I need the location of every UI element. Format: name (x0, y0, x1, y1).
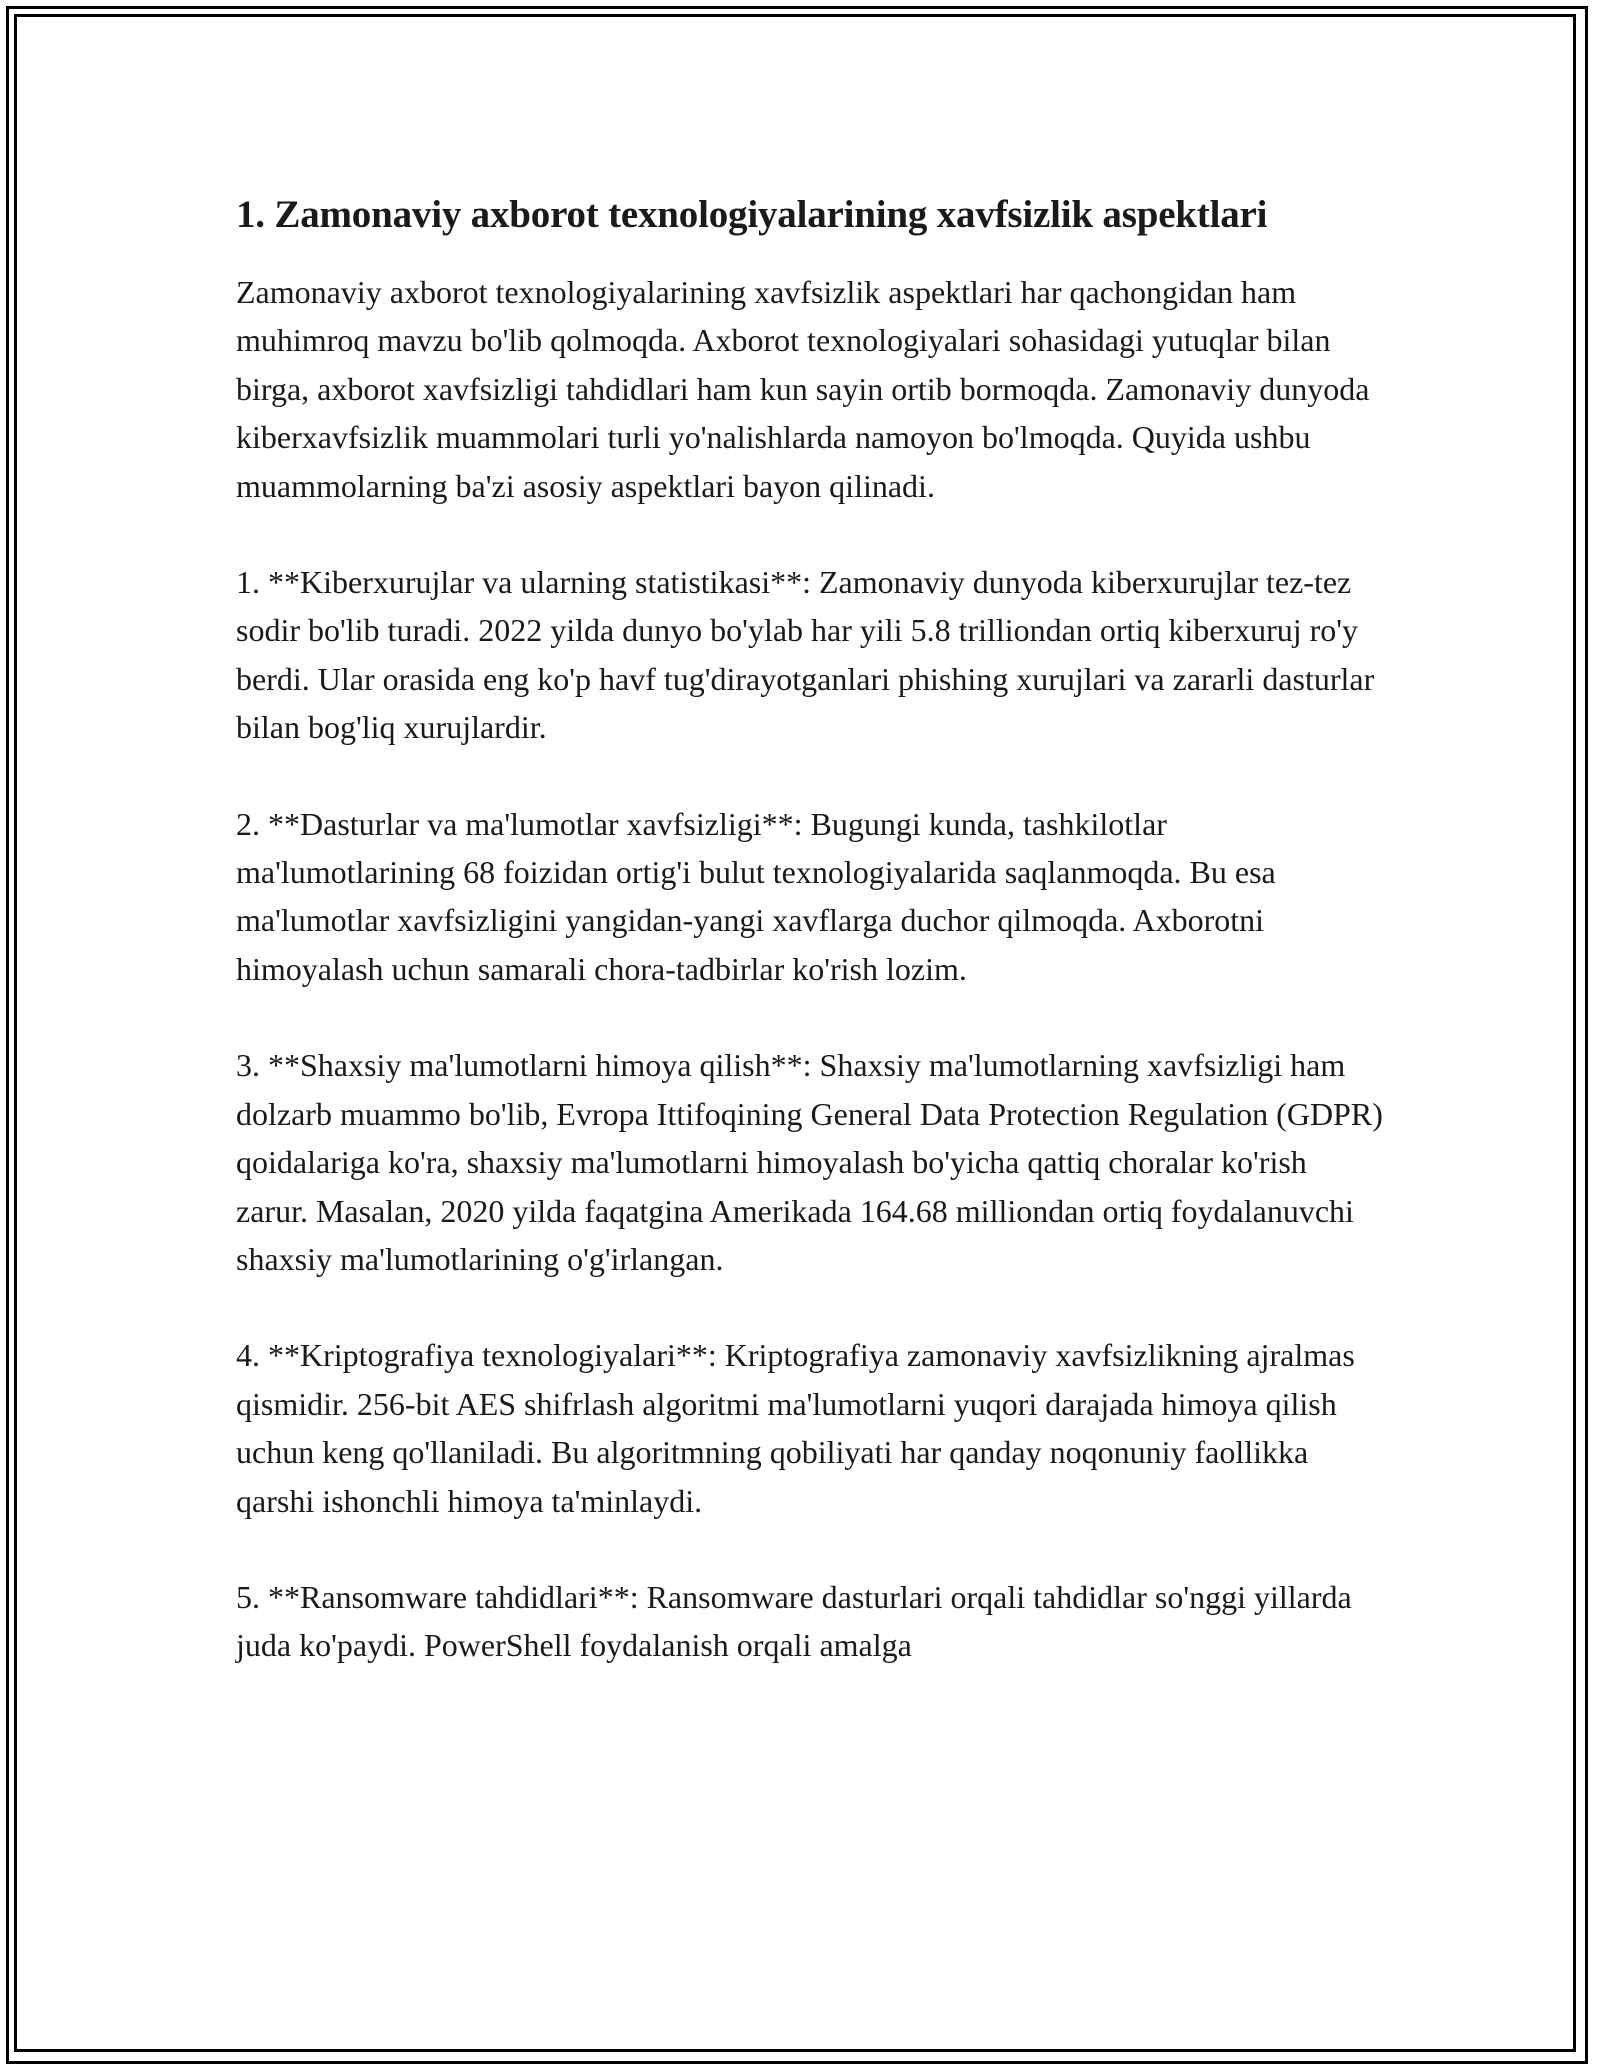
paragraph-item-4: 4. **Kriptografiya texnologiyalari**: Kriptografiya zamonaviy xavfsizlikning ajralmas qismidir. 256-bit AES shifrlash algoritmi ma'lumotlarni yuqori darajada himoya qilish uchun keng qo'llaniladi. Bu algoritmning qobiliyati har qanday noqonuniy faollikka qarshi ishonchli himoya ta'minlaydi. (236, 1337, 1355, 1519)
intro-paragraph: Zamonaviy axborot texnologiyalarining xavfsizlik aspektlari har qachongidan ham muhimroq mavzu bo'lib qolmoqda. Axborot texnologiyalari sohasidagi yutuqlar bilan birga, axborot xavfsizligi tahdidlari ham kun sayin ortib bormoqda. Zamonaviy dunyoda kiberxavfsizlik muammolari turli yo'nalishlarda namoyon bo'lmoqda. Quyida ushbu muammolarning ba'zi asosiy aspektlari bayon qilinadi. (236, 274, 1370, 504)
paragraph-item-5: 5. **Ransomware tahdidlari**: Ransomware dasturlari orqali tahdidlar so'nggi yillarda juda ko'paydi. PowerShell foydalanish orqali amalga (236, 1578, 1352, 1664)
document-title: 1. Zamonaviy axborot texnologiyalarining xavfsizlik aspektlari (236, 193, 1268, 236)
document-body (236, 190, 1386, 1670)
paragraph-item-1: 1. **Kiberxurujlar va ularning statistikasi**: Zamonaviy dunyoda kiberxurujlar tez-tez sodir bo'lib turadi. 2022 yilda dunyo bo'ylab har yili 5.8 trilliondan ortiq kiberxuruj ro'y berdi. Ular orasida eng ko'p havf tug'dirayotganlari phishing xurujlari va zararli dasturlar bilan bog'liq xurujlardir. (236, 564, 1375, 746)
paragraph-item-2: 2. **Dasturlar va ma'lumotlar xavfsizligi**: Bugungi kunda, tashkilotlar ma'lumotlarining 68 foizidan ortig'i bulut texnologiyalarida saqlanmoqda. Bu esa ma'lumotlar xavfsizligini yangidan-yangi xavflarga duchor qilmoqda. Axborotni himoyalash uchun samarali chora-tadbirlar ko'rish lozim. (236, 805, 1276, 987)
paragraph-item-3: 3. **Shaxsiy ma'lumotlarni himoya qilish**: Shaxsiy ma'lumotlarning xavfsizligi ham dolzarb muammo bo'lib, Evropa Ittifoqining General Data Protection Regulation (GDPR) qoidalariga ko'ra, shaxsiy ma'lumotlarni himoyalash bo'yicha qattiq choralar ko'rish zarur. Masalan, 2020 yilda faqatgina Amerikada 164.68 milliondan ortiq foydalanuvchi shaxsiy ma'lumotlarining o'g'irlangan. (236, 1047, 1383, 1277)
